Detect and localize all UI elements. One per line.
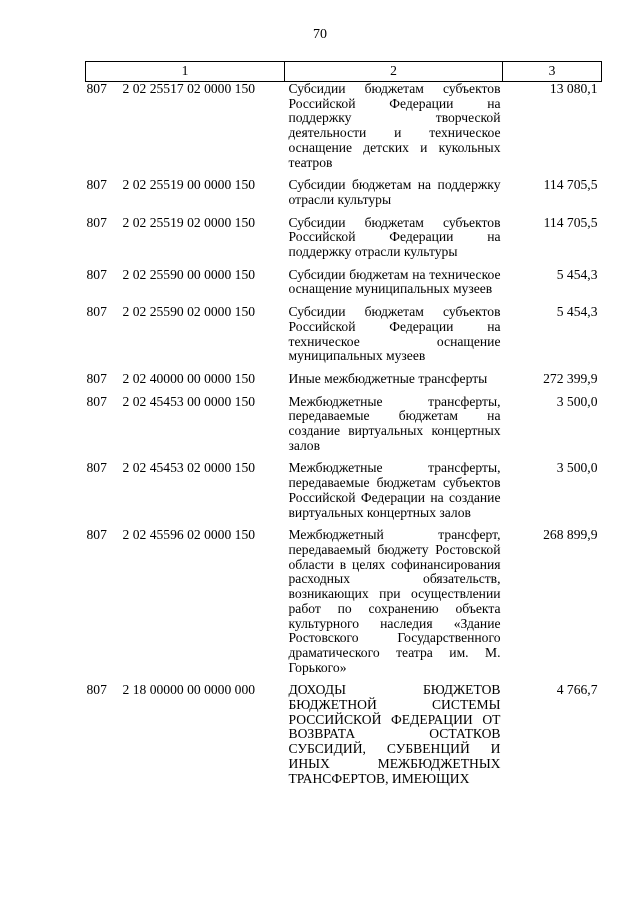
classification-code: 2 02 25519 02 0000 150 (122, 214, 256, 230)
revenue-name-cell: Субсидии бюджетам на поддержку отрасли культуры (288, 177, 501, 207)
budget-code-cell (86, 372, 285, 395)
table-row (86, 82, 602, 179)
revenue-name-cell: Межбюджетные трансферты, передаваемые бюджетам субъектов Российской Федерации на создание виртуальных концертных залов (288, 460, 501, 520)
table-row (86, 683, 602, 794)
classification-code: 2 02 25590 02 0000 150 (122, 304, 256, 320)
administrator-code: 807 (86, 393, 107, 409)
table-row (86, 528, 602, 683)
budget-code-cell (86, 178, 285, 215)
classification-code: 2 02 25519 00 0000 150 (122, 177, 256, 193)
classification-code: 2 02 45453 00 0000 150 (122, 393, 256, 409)
classification-code: 2 02 45453 02 0000 150 (122, 460, 256, 476)
table-row (86, 395, 602, 462)
classification-code: 2 02 25517 02 0000 150 (122, 81, 256, 96)
amount-cell: 3 500,0 (556, 460, 598, 476)
table-row (86, 216, 602, 268)
budget-code-cell (86, 305, 285, 372)
budget-revenue-table (85, 61, 602, 794)
administrator-code: 807 (86, 527, 107, 543)
revenue-name-cell: Субсидии бюджетам субъектов Российской Федерации на поддержку отрасли культуры (288, 214, 501, 260)
amount-cell: 4 766,7 (556, 682, 598, 698)
administrator-code: 807 (86, 81, 107, 96)
budget-code-cell (86, 461, 285, 528)
table-header-row (86, 62, 602, 82)
column-header-amount: 3 (503, 62, 602, 82)
amount-cell: 114 705,5 (543, 214, 598, 230)
administrator-code: 807 (86, 177, 107, 193)
budget-code-cell (86, 528, 285, 683)
amount-cell: 5 454,3 (556, 304, 598, 320)
budget-code-cell (86, 268, 285, 305)
revenue-name-cell: Субсидии бюджетам на техническое оснащение муниципальных музеев (288, 266, 501, 297)
column-header-code: 1 (86, 62, 285, 82)
amount-cell: 272 399,9 (543, 370, 598, 386)
administrator-code: 807 (86, 682, 107, 698)
revenue-name-cell: Субсидии бюджетам субъектов Российской Федерации на поддержку творческой деятельности и техническое оснащение детских и кукольных театров (288, 81, 501, 170)
table-row (86, 305, 602, 372)
amount-cell: 3 500,0 (556, 393, 598, 409)
budget-code-cell (86, 683, 285, 794)
table-row (86, 178, 602, 215)
budget-code-cell (86, 82, 285, 179)
administrator-code: 807 (86, 266, 107, 282)
revenue-name-cell: Межбюджетный трансферт, передаваемый бюджету Ростовской области в целях софинансирования расходных обязательств, возникающих при осуществлении работ по сохранению объекта культурного наследия «Здание Ростовского Государственного драматического театра им. М. Горького» (288, 527, 501, 675)
amount-cell: 13 080,1 (549, 81, 598, 96)
column-header-name: 2 (285, 62, 503, 82)
amount-cell: 114 705,5 (543, 177, 598, 193)
administrator-code: 807 (86, 460, 107, 476)
administrator-code: 807 (86, 304, 107, 320)
budget-code-cell (86, 216, 285, 268)
amount-cell: 5 454,3 (556, 266, 598, 282)
classification-code: 2 18 00000 00 0000 000 (122, 682, 256, 698)
classification-code: 2 02 40000 00 0000 150 (122, 370, 256, 386)
administrator-code: 807 (86, 370, 107, 386)
page-number: 70 (313, 27, 327, 42)
table-row (86, 372, 602, 395)
classification-code: 2 02 45596 02 0000 150 (122, 527, 256, 543)
administrator-code: 807 (86, 214, 107, 230)
revenue-name-cell: Иные межбюджетные трансферты (288, 370, 488, 386)
revenue-name-cell: Межбюджетные трансферты, передаваемые бюджетам на создание виртуальных концертных залов (288, 393, 501, 453)
revenue-name-cell: ДОХОДЫ БЮДЖЕТОВ БЮДЖЕТНОЙ СИСТЕМЫ РОССИЙСКОЙ ФЕДЕРАЦИИ ОТ ВОЗВРАТА ОСТАТКОВ СУБСИДИЙ, СУБВЕНЦИЙ И ИНЫХ МЕЖБЮДЖЕТНЫХ ТРАНСФЕРТОВ, ИМЕЮЩИХ (288, 682, 501, 786)
table-row (86, 268, 602, 305)
budget-code-cell (86, 395, 285, 462)
amount-cell: 268 899,9 (543, 527, 598, 543)
table-row (86, 461, 602, 528)
revenue-name-cell: Субсидии бюджетам субъектов Российской Федерации на техническое оснащение муниципальных музеев (288, 304, 501, 364)
classification-code: 2 02 25590 00 0000 150 (122, 266, 256, 282)
